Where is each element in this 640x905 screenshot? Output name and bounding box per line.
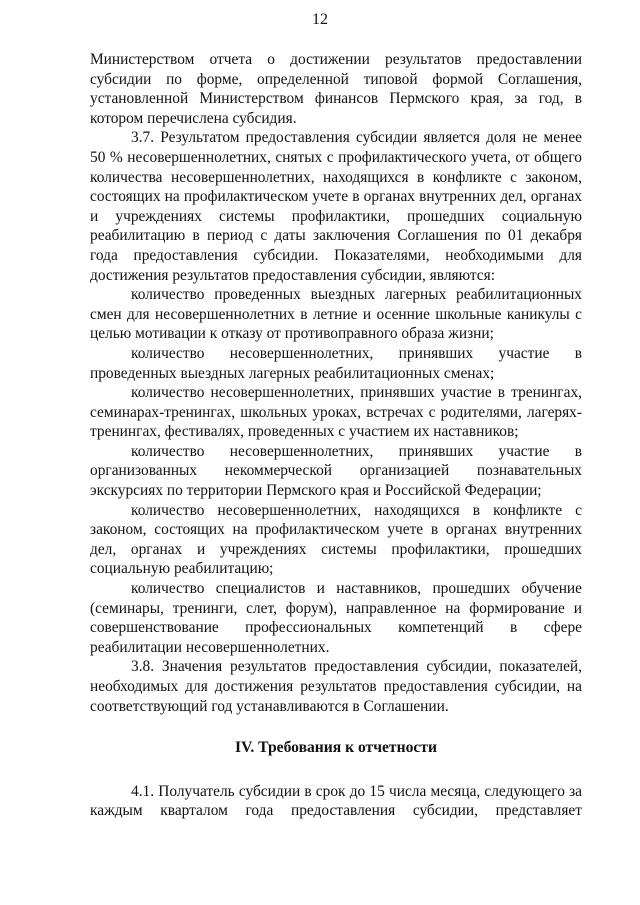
paragraph-4-1: 4.1. Получатель субсидии в срок до 15 числа месяца, следующего за каждым кварталом года предоставления субсидии, представляет [90, 782, 582, 820]
indicator-item: количество несовершеннолетних, принявших участие в организованных некоммерческой организацией познавательных экскурсиях по территории Пермского края и Российской Федерации; [90, 442, 582, 500]
section-heading: IV. Требования к отчетности [235, 739, 437, 757]
page-number: 12 [312, 11, 328, 28]
paragraph-3-7: 3.7. Результатом предоставления субсидии является доля не менее 50 % несовершеннолетних, снятых с профилактического учета, от общего количества несовершеннолетних, находящихся в конфликте с законом, состоящих на профилактическом учете в органах внутренних дел, органах и учреждениях системы профилактики, прошедших социальную реабилитацию в период с даты заключения Соглашения по 01 декабря года предоставления субсидии. Показателями, необходимыми для достижения результатов предоставления субсидии, являются: [90, 129, 582, 284]
indicator-item: количество несовершеннолетних, находящихся в конфликте с законом, состоящих на профилактическом учете в органах внутренних дел, органах и учреждениях системы профилактики, прошедших социальную реабилитацию; [90, 501, 582, 578]
paragraph-report-continuation: Министерством отчета о достижении результатов предоставлении субсидии по форме, определенной типовой формой Соглашения, установленной Министерством финансов Пермского края, за год, в котором перечислена субсидия. [90, 51, 582, 127]
indicator-item: количество несовершеннолетних, принявших участие в проведенных выездных лагерных реабилитационных сменах; [90, 344, 582, 382]
paragraph-3-8: 3.8. Значения результатов предоставления субсидии, показателей, необходимых для достижения результатов предоставления субсидии, на соответствующий год устанавливаются в Соглашении. [90, 658, 582, 715]
indicator-item: количество проведенных выездных лагерных реабилитационных смен для несовершеннолетних в летние и осенние школьные каникулы с целью мотивации к отказу от противоправного образа жизни; [90, 286, 582, 343]
document-body [90, 50, 582, 821]
indicator-item: количество специалистов и наставников, прошедших обучение (семинары, тренинги, слет, форум), направленное на формирование и совершенствование профессиональных компетенций в сфере реабилитации несовершеннолетних. [90, 580, 582, 656]
indicator-item: количество несовершеннолетних, принявших участие в тренингах, семинарах-тренингах, школьных уроках, встречах с родителями, лагерях-тренингах, фестивалях, проведенных с участием их наставников; [90, 384, 582, 441]
